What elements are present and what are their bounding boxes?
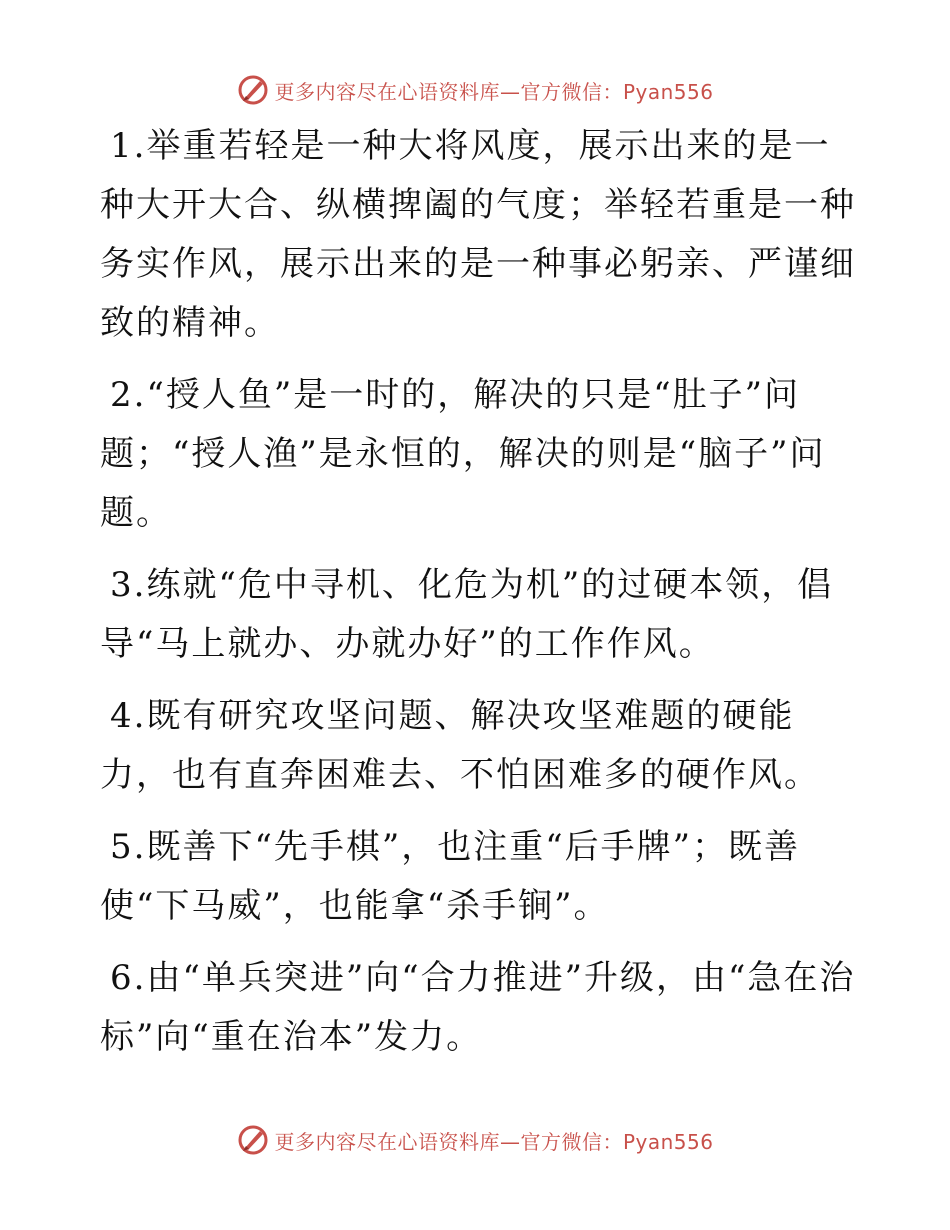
paragraph-6 bbox=[100, 949, 860, 1067]
paragraph-5 bbox=[100, 818, 860, 936]
paragraph-4 bbox=[100, 687, 860, 805]
quill-pen-logo-icon bbox=[236, 1123, 270, 1157]
paragraph-1 bbox=[100, 117, 860, 353]
footer-banner-text: 更多内容尽在心语资料库—官方微信：Pyan556 bbox=[274, 1129, 714, 1154]
header-banner-text: 更多内容尽在心语资料库—官方微信：Pyan556 bbox=[274, 79, 714, 104]
footer-banner bbox=[0, 1120, 950, 1160]
paragraph-number: 5. bbox=[110, 827, 147, 867]
paragraph-text: 由“单兵突进”向“合力推进”升级，由“急在治标”向“重在治本”发力。 bbox=[100, 958, 856, 1057]
paragraph-text: 既有研究攻坚问题、解决攻坚难题的硬能力，也有直奔困难去、不怕困难多的硬作风。 bbox=[100, 696, 820, 795]
paragraph-text: 既善下“先手棋”，也注重“后手牌”；既善使“下马威”，也能拿“杀手锏”。 bbox=[100, 827, 800, 926]
paragraph-number: 1. bbox=[110, 126, 147, 166]
paragraph-text: “授人鱼”是一时的，解决的只是“肚子”问题；“授人渔”是永恒的，解决的则是“脑子”问题。 bbox=[100, 375, 826, 533]
quill-pen-logo-icon bbox=[236, 73, 270, 107]
paragraph-number: 6. bbox=[110, 958, 147, 998]
document-body bbox=[100, 117, 860, 1080]
paragraph-text: 举重若轻是一种大将风度，展示出来的是一种大开大合、纵横捭阖的气度；举轻若重是一种务实作风，展示出来的是一种事必躬亲、严谨细致的精神。 bbox=[100, 126, 856, 343]
paragraph-number: 2. bbox=[110, 375, 147, 415]
paragraph-number: 4. bbox=[110, 696, 147, 736]
paragraph-3 bbox=[100, 556, 860, 674]
paragraph-number: 3. bbox=[110, 565, 147, 605]
paragraph-text: 练就“危中寻机、化危为机”的过硬本领，倡导“马上就办、办就办好”的工作作风。 bbox=[100, 565, 834, 664]
paragraph-2 bbox=[100, 366, 860, 543]
header-banner bbox=[0, 70, 950, 110]
